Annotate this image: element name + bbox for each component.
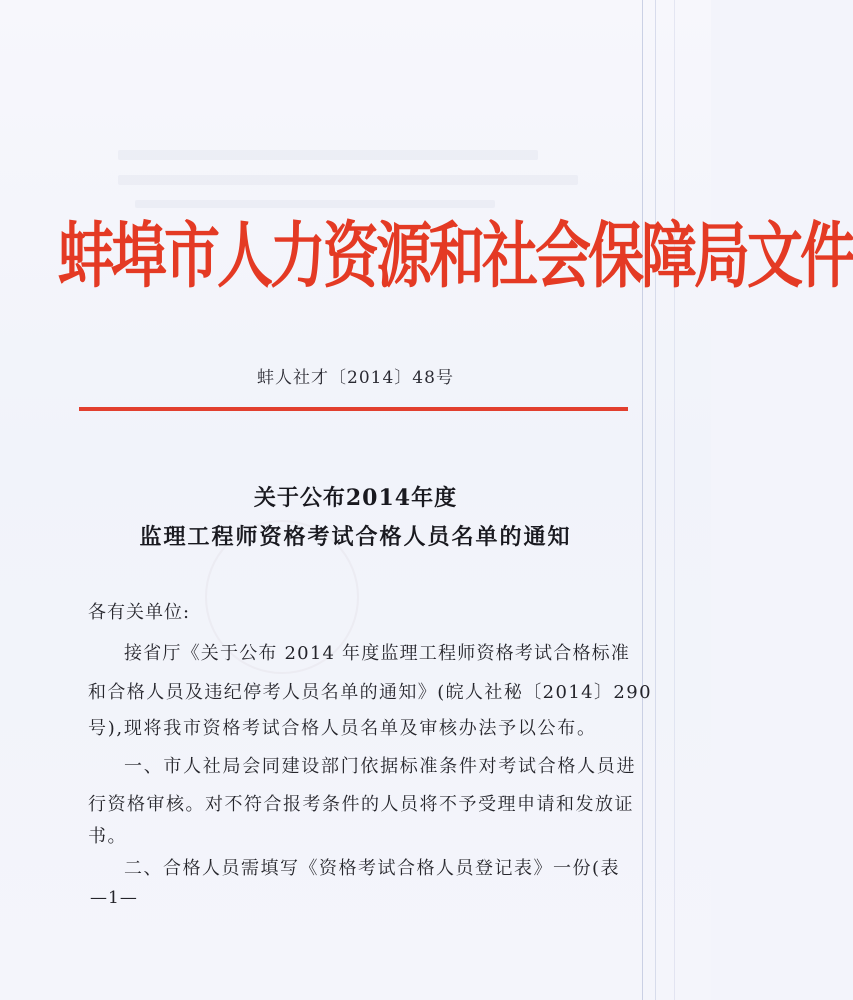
paragraph-line: 二、合格人员需填写《资格考试合格人员登记表》一份(表 [124,858,621,879]
paragraph-line: 和合格人员及违纪停考人员名单的通知》(皖人社秘〔2014〕290 [88,682,652,703]
document-header-title: 蚌埠市人力资源和社会保障局文件 [58,213,853,299]
paragraph-line: 行资格审核。对不符合报考条件的人员将不予受理申请和发放证 [88,794,634,815]
faint-show-through-text [118,175,578,185]
notice-title-line-2: 监理工程师资格考试合格人员名单的通知 [139,524,572,550]
document-number: 蚌人社才〔2014〕48号 [257,368,454,388]
faint-show-through-text [118,150,538,160]
paragraph-line: 号),现将我市资格考试合格人员名单及审核办法予以公布。 [88,718,597,739]
page-number: —1— [90,888,138,908]
paragraph-line: 书。 [88,826,127,847]
red-divider-rule [79,407,628,411]
paragraph-line: 一、市人社局会同建设部门依据标准条件对考试合格人员进 [124,756,637,777]
notice-title-line-1: 关于公布2014年度 [253,485,458,511]
salutation: 各有关单位: [88,602,191,623]
paragraph-line: 接省厅《关于公布 2014 年度监理工程师资格考试合格标准 [124,643,631,664]
